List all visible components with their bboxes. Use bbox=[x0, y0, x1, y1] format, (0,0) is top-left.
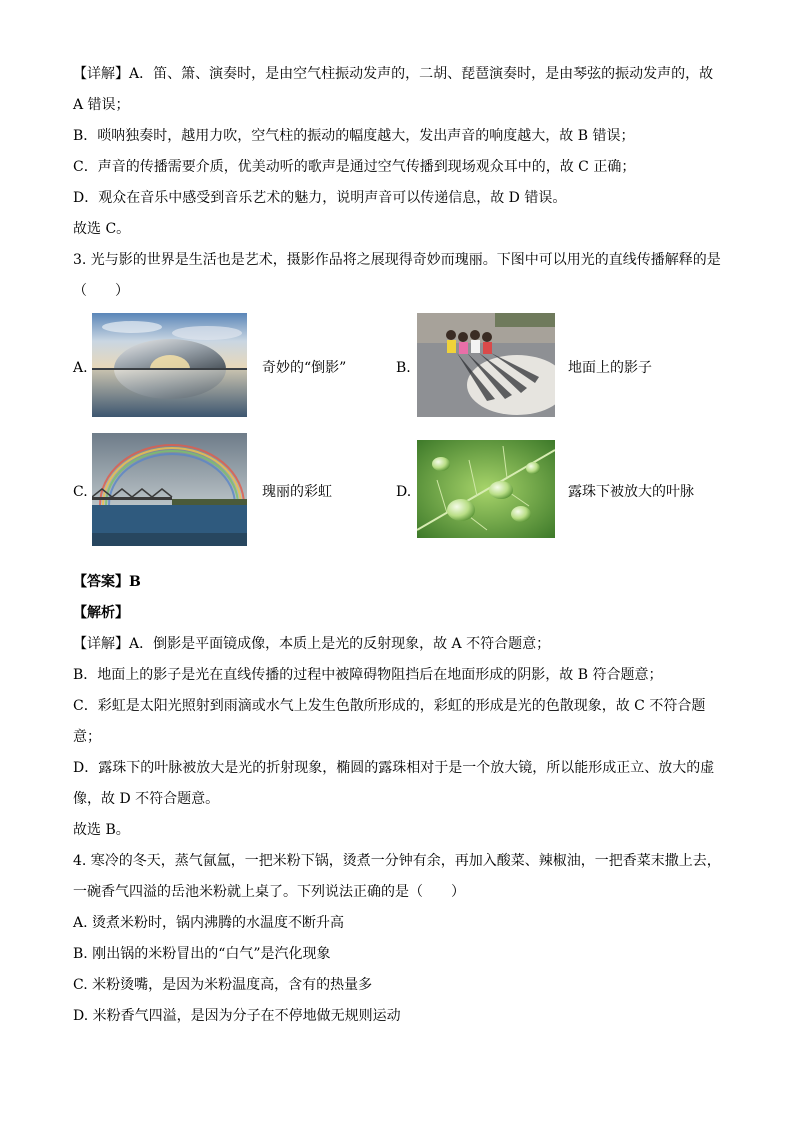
q3-explanation-line-a: 【详解】A．倒影是平面镜成像，本质上是光的反射现象，故 A 不符合题意； bbox=[73, 636, 551, 652]
q3-explanation-line-d2: 像，故 D 不符合题意。 bbox=[73, 791, 220, 807]
q3-option-b-letter: B. bbox=[396, 360, 411, 376]
q3-answer-label: 【答案】B bbox=[73, 574, 141, 590]
q4-option-b: B. 刚出锅的米粉冒出的“白气”是汽化现象 bbox=[73, 946, 331, 962]
dewdrops-leaf-photo bbox=[417, 440, 555, 538]
q4-option-a: A. 烫煮米粉时，锅内沸腾的水温度不断升高 bbox=[73, 915, 345, 931]
q3-stem-line2: （ ） bbox=[73, 283, 129, 299]
egg-building-reflection-photo bbox=[92, 313, 247, 417]
q3-image-options bbox=[73, 313, 733, 563]
q3-option-d-letter: D. bbox=[396, 484, 412, 500]
exam-page bbox=[73, 59, 733, 1032]
q4-option-d: D. 米粉香气四溢，是因为分子在不停地做无规则运动 bbox=[73, 1008, 401, 1024]
q3-explanation-line-d1: D．露珠下的叶脉被放大是光的折射现象，椭圆的露珠相对于是一个放大镜，所以能形成正立、放大的虚 bbox=[73, 760, 715, 776]
q2-explanation-line-a2: A 错误； bbox=[73, 97, 130, 113]
question-3 bbox=[73, 245, 733, 846]
q2-explanation-line-c: C．声音的传播需要介质，优美动听的歌声是通过空气传播到现场观众耳中的，故 C 正确； bbox=[73, 159, 636, 175]
q3-analysis-label: 【解析】 bbox=[73, 605, 129, 621]
q3-stem-line1: 3. 光与影的世界是生活也是艺术，摄影作品将之展现得奇妙而瑰丽。下图中可以用光的直线传播解释的是 bbox=[73, 252, 721, 268]
q2-explanation-line-a1: 【详解】A．笛、箫、演奏时，是由空气柱振动发声的，二胡、琵琶演奏时，是由琴弦的振动发声的，故 bbox=[73, 66, 714, 82]
q4-stem-line2: 一碗香气四溢的岳池米粉就上桌了。下列说法正确的是（ ） bbox=[73, 884, 465, 900]
q4-stem-line1: 4. 寒冷的冬天，蒸气氤氲，一把米粉下锅，烫煮一分钟有余，再加入酸菜、辣椒油，一把香菜末撒上去， bbox=[73, 853, 721, 869]
q3-option-a-caption: 奇妙的“倒影” bbox=[262, 360, 347, 376]
q3-option-c-caption: 瑰丽的彩虹 bbox=[262, 484, 332, 500]
q2-explanation-line-b: B．唢呐独奏时，越用力吹，空气柱的振动的幅度越大，发出声音的响度越大，故 B 错误； bbox=[73, 128, 635, 144]
q2-conclusion: 故选 C。 bbox=[73, 221, 131, 237]
q3-explanation-line-b: B．地面上的影子是光在直线传播的过程中被障碍物阻挡后在地面形成的阴影，故 B 符合题意； bbox=[73, 667, 663, 683]
children-shadows-photo bbox=[417, 313, 555, 417]
q2-explanation-line-d: D．观众在音乐中感受到音乐艺术的魅力，说明声音可以传递信息，故 D 错误。 bbox=[73, 190, 567, 206]
q3-option-d-caption: 露珠下被放大的叶脉 bbox=[568, 484, 694, 500]
q3-explanation-line-c2: 意； bbox=[73, 729, 101, 745]
q3-conclusion: 故选 B。 bbox=[73, 822, 130, 838]
q2-explanation bbox=[73, 59, 733, 245]
q3-explanation-line-c1: C．彩虹是太阳光照射到雨滴或水气上发生色散所形成的，彩虹的形成是光的色散现象，故 C 不符合题 bbox=[73, 698, 706, 714]
rainbow-over-bridge-photo bbox=[92, 433, 247, 546]
q3-option-c-letter: C. bbox=[73, 484, 88, 500]
question-4 bbox=[73, 846, 733, 1032]
q3-option-b-caption: 地面上的影子 bbox=[568, 360, 652, 376]
q4-option-c: C. 米粉烫嘴，是因为米粉温度高，含有的热量多 bbox=[73, 977, 373, 993]
q3-option-a-letter: A. bbox=[73, 360, 88, 376]
